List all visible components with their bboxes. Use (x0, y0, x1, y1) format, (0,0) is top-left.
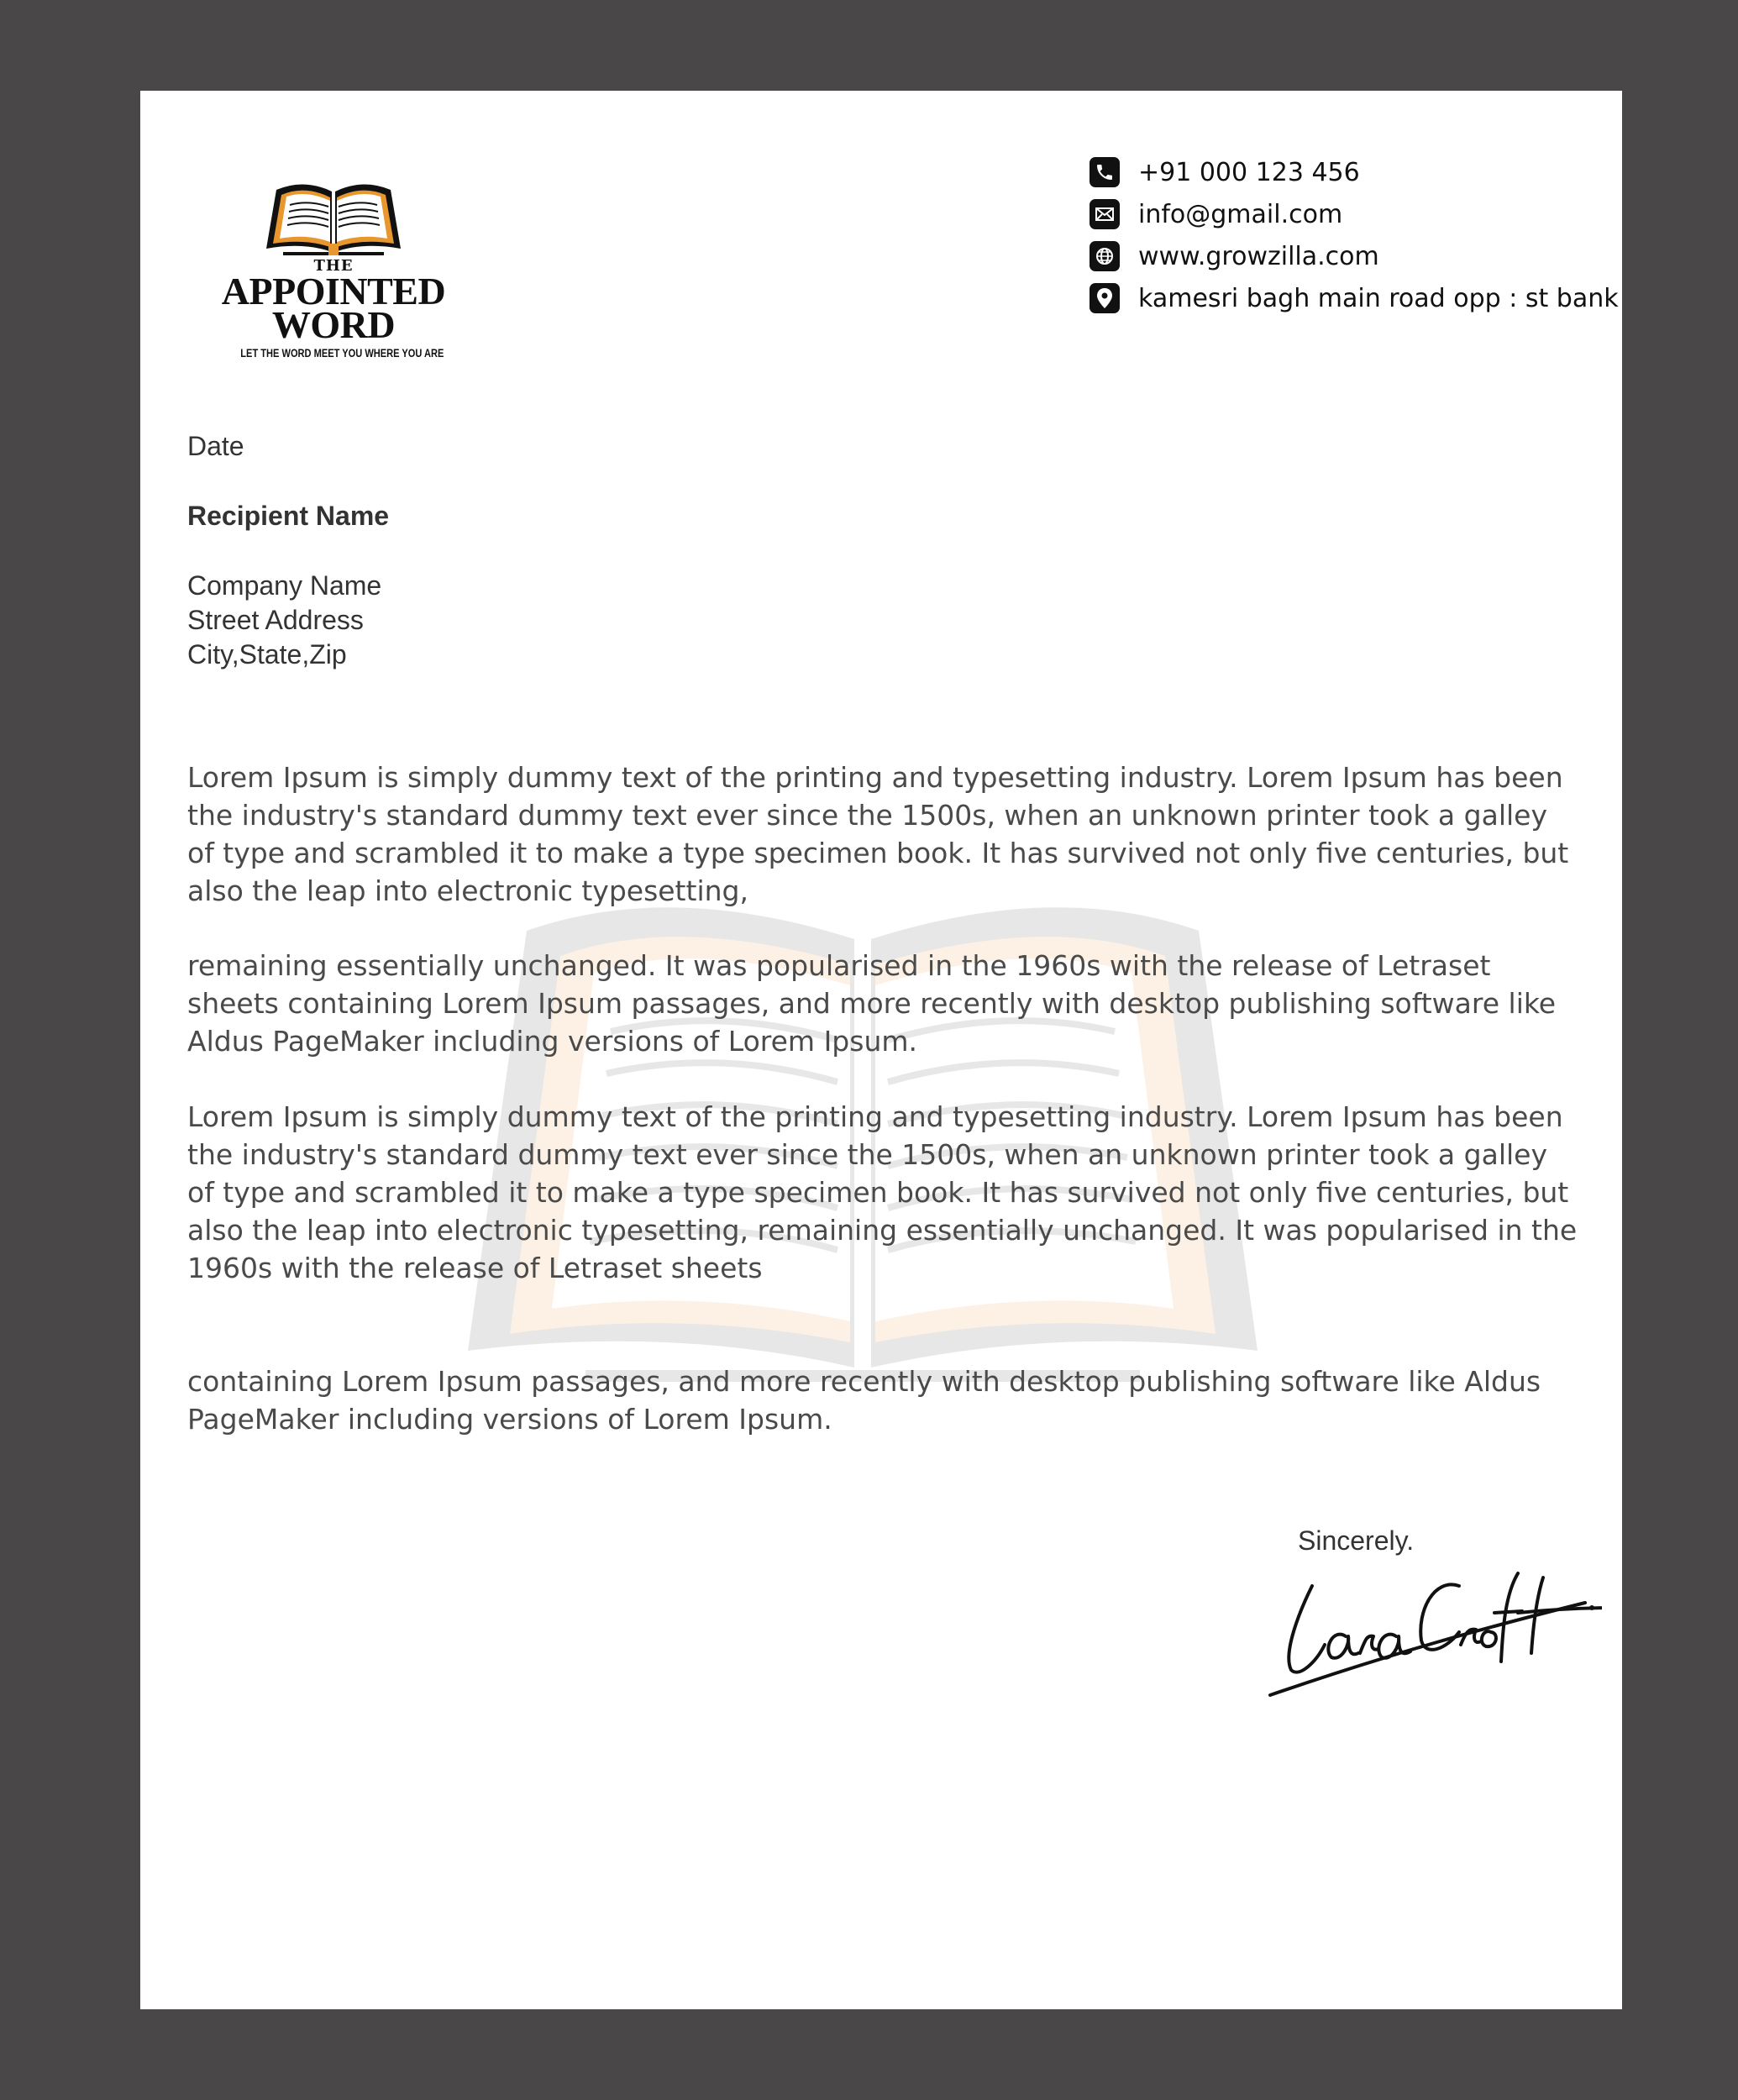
sign-off: Sincerely. (1298, 1525, 1415, 1556)
company-name: Company Name (187, 570, 382, 601)
body-paragraph-2: remaining essentially unchanged. It was popularised in the 1960s with the release of Letraset sheets containing Lorem Ipsum passages, and more recently with desktop publishing software like Aldus PageMaker including versions of Lorem Ipsum. (187, 949, 1557, 1058)
logo-the: THE (313, 257, 354, 275)
logo-brand-line1: APPOINTED (221, 270, 446, 312)
city-state-zip: City,State,Zip (187, 639, 347, 669)
mail-icon (1090, 199, 1120, 229)
phone-icon (1090, 157, 1120, 187)
contact-website-text[interactable]: www.growzilla.com (1138, 241, 1379, 271)
logo-tagline: LET THE WORD MEET YOU WHERE YOU ARE (240, 347, 444, 360)
body-paragraph-4: containing Lorem Ipsum passages, and more recently with desktop publishing software like Aldus PageMaker including versions of Lorem Ipsum. (187, 1365, 1541, 1436)
body-paragraph-1: Lorem Ipsum is simply dummy text of the printing and typesetting industry. Lorem Ipsum has been the industry's standard dummy text ever since the 1500s, when an unknown printer took a galley of type and scrambled it to make a type specimen book. It has survived not only five centuries, but also the leap into electronic typesetting, (187, 761, 1569, 907)
location-pin-icon (1090, 283, 1120, 313)
globe-icon (1090, 241, 1120, 271)
contact-email-text[interactable]: info@gmail.com (1138, 199, 1343, 229)
contact-phone-text[interactable]: +91 000 123 456 (1138, 157, 1360, 187)
letterhead-page (140, 91, 1622, 2009)
date-label: Date (187, 431, 244, 461)
street-address: Street Address (187, 605, 364, 635)
body-paragraph-3: Lorem Ipsum is simply dummy text of the printing and typesetting industry. Lorem Ipsum has been the industry's standard dummy text ever since the 1500s, when an unknown printer took a galley of type and scrambled it to make a type specimen book. It has survived not only five centuries, but also the leap into electronic typesetting, remaining essentially unchanged. It was popularised in the 1960s with the release of Letraset sheets (187, 1100, 1578, 1284)
handwritten-signature (1266, 1552, 1602, 1704)
contact-website (1090, 235, 1610, 277)
recipient-name: Recipient Name (187, 501, 390, 531)
contact-block (1090, 151, 1619, 319)
contact-email (1090, 193, 1610, 235)
open-book-icon (258, 175, 409, 259)
brand-logo (220, 175, 447, 376)
contact-address-text: kamesri bagh main road opp : st bank (1138, 283, 1619, 313)
contact-address (1090, 277, 1619, 319)
contact-phone (1090, 151, 1610, 193)
logo-brand-line2: WORD (271, 303, 396, 346)
